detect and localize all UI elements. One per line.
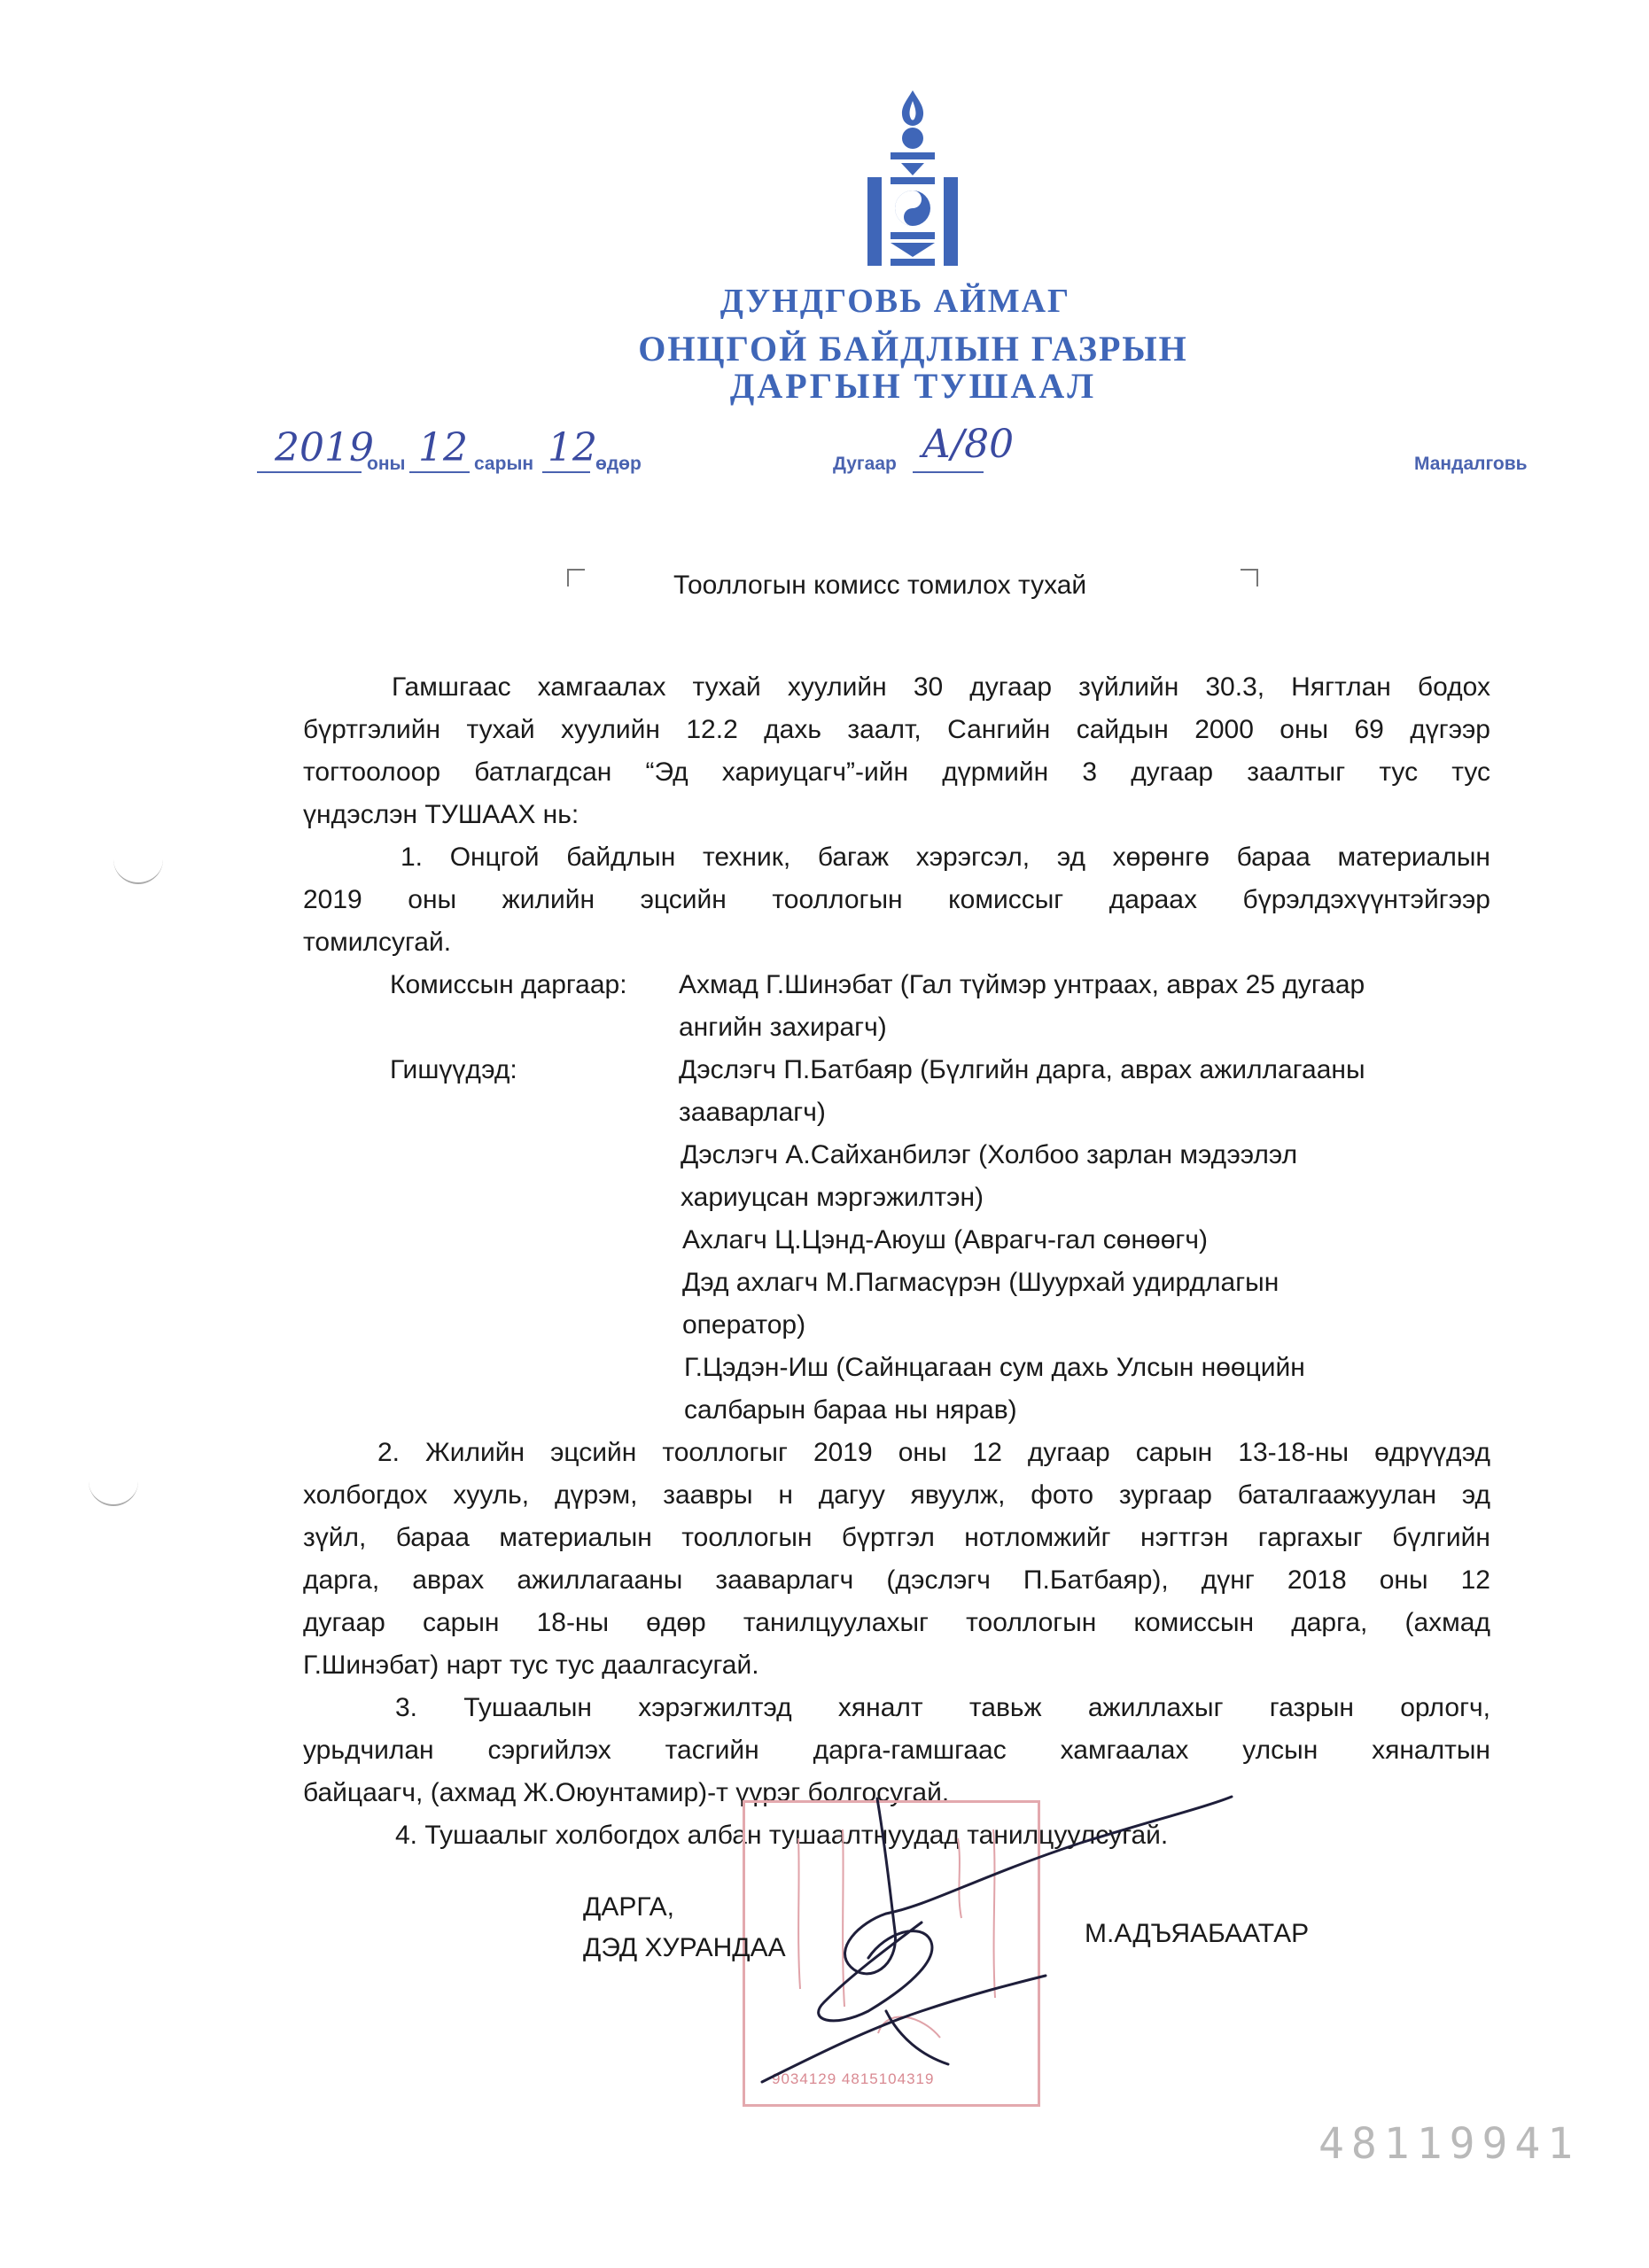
- punch-hole-top: [113, 858, 163, 884]
- preamble-line: тогтоолоор батлагдсан “Эд хариуцагч”-ийн дүрмийн 3 дугаар заалтыг тус тус: [303, 757, 1490, 787]
- aimag-name: ДУНДГОВЬ АЙМАГ: [719, 283, 1071, 320]
- order-number: А/80: [922, 422, 1015, 467]
- item2-line: дарга, аврах ажиллагааны зааварлагч (дэслэгч П.Батбаяр), дүнг 2018 оны 12: [303, 1565, 1490, 1595]
- place-name: Мандалговь: [1414, 454, 1528, 474]
- signer-title-line2: ДЭД ХУРАНДАА: [583, 1933, 786, 1962]
- document-title: Тооллогын комисс томилох тухай: [673, 571, 1087, 600]
- date-year: 2019: [275, 425, 374, 470]
- member-line: Дэслэгч А.Сайханбилэг (Холбоо зарлан мэдээлэл: [681, 1140, 1298, 1169]
- punch-hole-bottom: [89, 1480, 138, 1506]
- item2-line: Г.Шинэбат) нарт тус тус даалгасугай.: [303, 1651, 759, 1680]
- members-label: Гишүүдэд:: [390, 1055, 517, 1084]
- member-line: оператор): [682, 1310, 806, 1340]
- item2-line: холбогдох хууль, дүрэм, заавры н дагуу явуулж, фото зургаар баталгаажуулан эд: [303, 1480, 1490, 1510]
- member-line: салбарын бараа ны нярав): [684, 1395, 1017, 1425]
- date-line: [0, 422, 1649, 485]
- item3-line: 3. Тушаалын хэрэгжилтэд хяналт тавьж ажиллахыг газрын орлогч,: [395, 1693, 1490, 1722]
- chair-label: Комиссын даргаар:: [390, 970, 627, 999]
- member-line: Дэд ахлагч М.Пагмасүрэн (Шуурхай удирдлагын: [682, 1268, 1280, 1297]
- member-line: Г.Цэдэн-Иш (Сайнцагаан сум дахь Улсын нөөцийн: [684, 1353, 1305, 1382]
- item1-line: 1. Онцгой байдлын техник, багаж хэрэгсэл, эд хөрөнгө бараа материалын: [401, 843, 1490, 872]
- preamble-line: бүртгэлийн тухай хуулийн 12.2 дахь заалт, Сангийн сайдын 2000 оны 69 дүгээр: [303, 715, 1490, 744]
- chair-line: ангийн захирагч): [679, 1013, 887, 1042]
- item2-line: зүйл, бараа материалын тооллогын бүртгэл нотломжийг нэгтгэн гаргахыг бүлгийн: [303, 1523, 1490, 1552]
- signer-title-line1: ДАРГА,: [583, 1892, 674, 1922]
- item3-line: урьдчилан сэргийлэх тасгийн дарга-гамшгаас хамгаалах улсын хяналтын: [303, 1736, 1490, 1765]
- preamble-line: Гамшгаас хамгаалах тухай хуулийн 30 дугаар зүйлийн 30.3, Нягтлан бодох: [392, 672, 1490, 702]
- order-type: ДАРГЫН ТУШААЛ: [729, 366, 1097, 406]
- order-number-label: Дугаар: [833, 454, 897, 474]
- date-month-label: сарын: [474, 454, 534, 474]
- item1-line: 2019 оны жилийн эцсийн тооллогын комиссыг дараах бүрэлдэхүүнтэйгээр: [303, 885, 1490, 914]
- date-month: 12: [418, 425, 468, 470]
- member-line: Ахлагч Ц.Цэнд-Аюуш (Аврагч-гал сөнөөгч): [682, 1225, 1208, 1254]
- organization-name: ОНЦГОЙ БАЙДЛЫН ГАЗРЫН: [638, 329, 1188, 369]
- chair-line: Ахмад Г.Шинэбат (Гал түймэр унтраах, аврах 25 дугаар: [679, 970, 1365, 999]
- date-day-label: өдөр: [595, 454, 642, 474]
- date-year-label: оны: [367, 454, 406, 474]
- member-line: Дэслэгч П.Батбаяр (Бүлгийн дарга, аврах ажиллагааны: [679, 1055, 1365, 1084]
- signer-name: М.АДЪЯАБААТАР: [1085, 1919, 1310, 1948]
- stamp-number: 9034129 4815104319: [772, 2070, 935, 2087]
- date-day: 12: [548, 425, 597, 470]
- item1-line: томилсугай.: [303, 928, 452, 957]
- preamble-line: үндэслэн ТУШААХ нь:: [303, 800, 579, 829]
- member-line: хариуцсан мэргэжилтэн): [681, 1183, 984, 1212]
- member-line: зааварлагч): [679, 1098, 826, 1127]
- item3-line: байцаагч, (ахмад Ж.Оюунтамир)-т үүрэг болгосугай.: [303, 1778, 950, 1807]
- archive-number: 48119941: [1318, 2119, 1581, 2169]
- item2-line: дугаар сарын 18-ны өдөр танилцуулахыг тооллогын комиссын дарга, (ахмад: [303, 1608, 1490, 1637]
- item2-line: 2. Жилийн эцсийн тооллогыг 2019 оны 12 дугаар сарын 13-18-ны өдрүүдэд: [377, 1438, 1490, 1467]
- item4-line: 4. Тушаалыг холбогдох албан тушаалтнуудад танилцуулсугай.: [395, 1821, 1169, 1850]
- soyombo-emblem-icon: [864, 89, 961, 270]
